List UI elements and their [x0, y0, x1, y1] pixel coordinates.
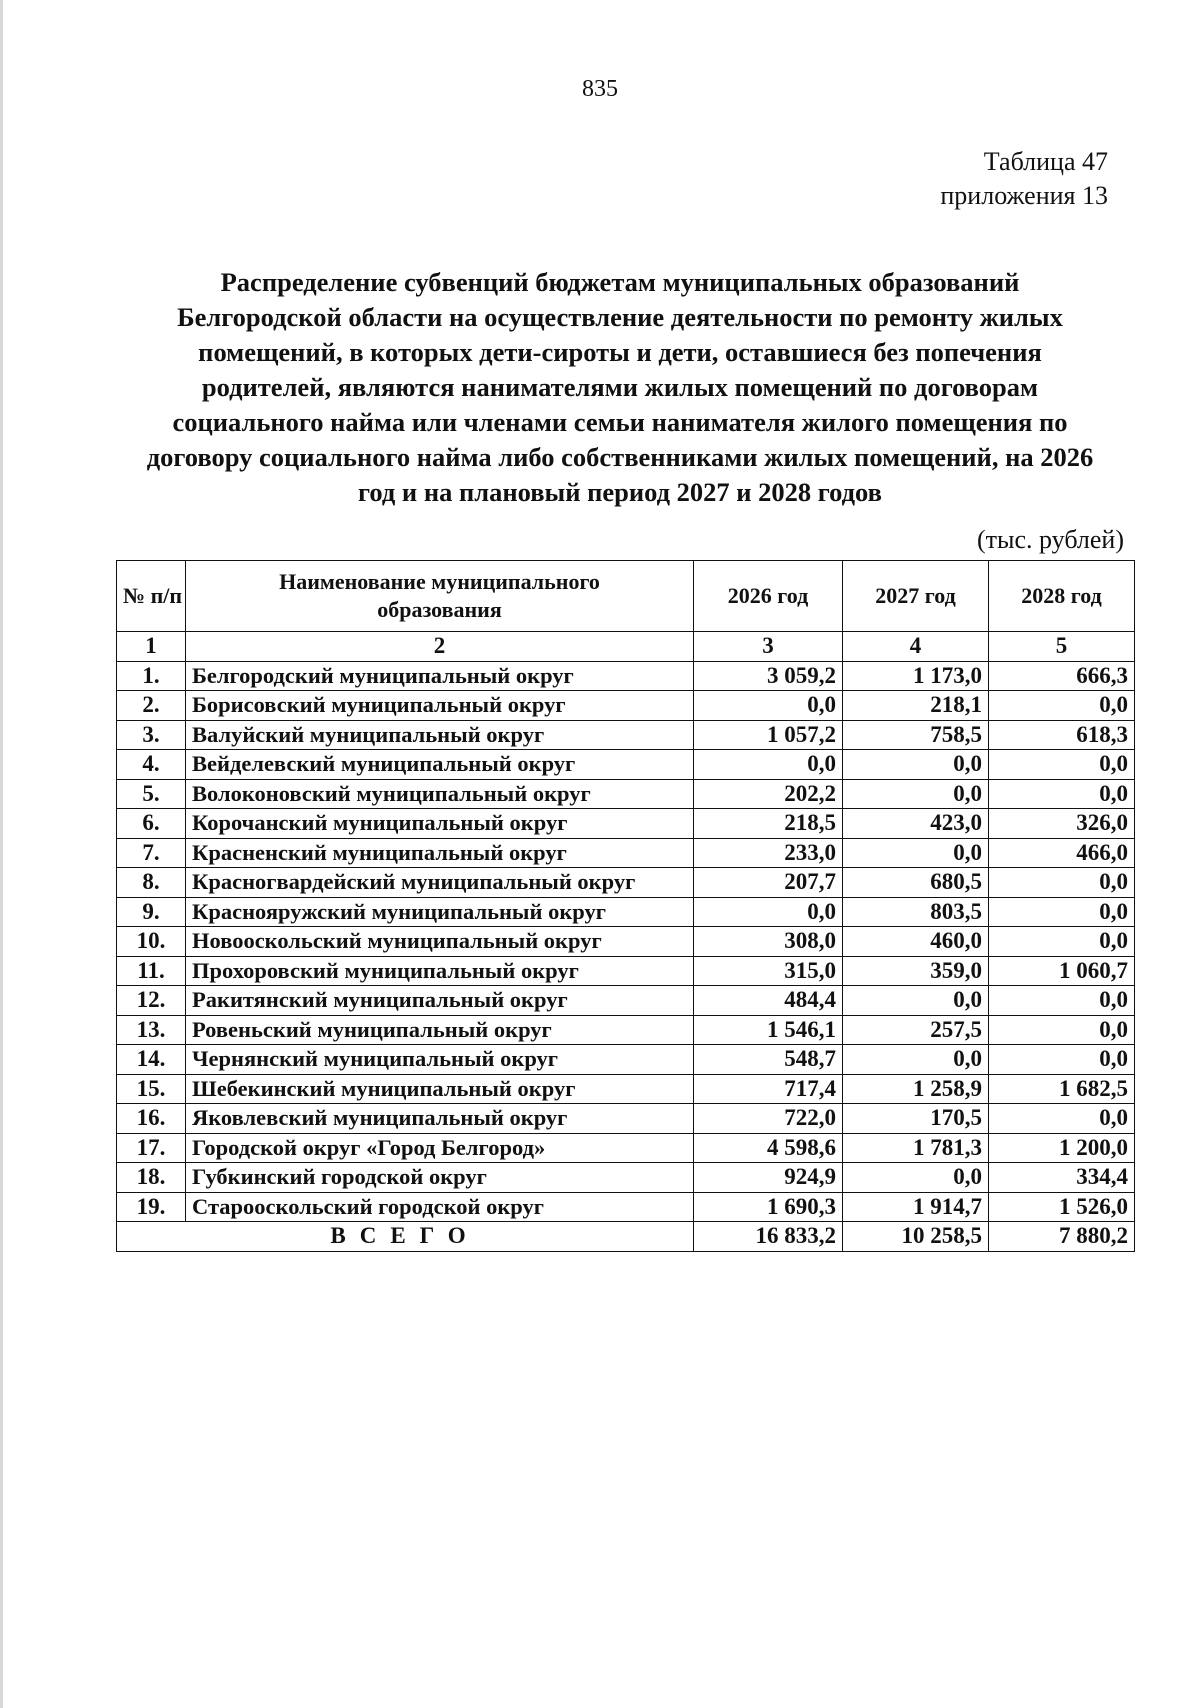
value-2027: 218,1 [843, 691, 989, 721]
table-row [117, 838, 1135, 868]
municipality-name: Прохоровский муниципальный округ [186, 956, 694, 986]
value-2026: 484,4 [694, 986, 843, 1016]
table-row [117, 779, 1135, 809]
row-number: 7. [117, 838, 186, 868]
value-2026: 0,0 [694, 691, 843, 721]
row-number: 12. [117, 986, 186, 1016]
value-2026: 717,4 [694, 1074, 843, 1104]
table-ref-line2: приложения 13 [940, 181, 1108, 210]
table-row [117, 691, 1135, 721]
column-number: 1 [117, 632, 186, 662]
value-2026: 4 598,6 [694, 1133, 843, 1163]
total-2027: 10 258,5 [843, 1222, 989, 1252]
row-number: 9. [117, 897, 186, 927]
value-2028: 0,0 [989, 927, 1135, 957]
value-2028: 466,0 [989, 838, 1135, 868]
municipality-name: Волоконовский муниципальный округ [186, 779, 694, 809]
value-2028: 0,0 [989, 750, 1135, 780]
value-2028: 334,4 [989, 1163, 1135, 1193]
value-2027: 0,0 [843, 986, 989, 1016]
value-2027: 0,0 [843, 779, 989, 809]
page-number: 835 [582, 76, 618, 102]
value-2027: 359,0 [843, 956, 989, 986]
value-2026: 924,9 [694, 1163, 843, 1193]
header-2028: 2028 год [989, 561, 1135, 632]
value-2028: 1 060,7 [989, 956, 1135, 986]
table-row [117, 927, 1135, 957]
value-2028: 0,0 [989, 691, 1135, 721]
table-row [117, 1045, 1135, 1075]
row-number: 8. [117, 868, 186, 898]
value-2026: 1 690,3 [694, 1192, 843, 1222]
municipality-name: Шебекинский муниципальный округ [186, 1074, 694, 1104]
value-2027: 460,0 [843, 927, 989, 957]
header-name: Наименование муниципального образования [186, 561, 694, 632]
value-2027: 0,0 [843, 838, 989, 868]
scan-edge [0, 0, 3, 1708]
value-2028: 0,0 [989, 986, 1135, 1016]
table-row [117, 1163, 1135, 1193]
value-2028: 666,3 [989, 661, 1135, 691]
municipality-name: Красногвардейский муниципальный округ [186, 868, 694, 898]
value-2027: 0,0 [843, 1163, 989, 1193]
municipality-name: Старооскольский городской округ [186, 1192, 694, 1222]
header-num: № п/п [117, 561, 186, 632]
value-2026: 0,0 [694, 897, 843, 927]
table-row [117, 720, 1135, 750]
municipality-name: Краснояружский муниципальный округ [186, 897, 694, 927]
value-2026: 207,7 [694, 868, 843, 898]
value-2026: 202,2 [694, 779, 843, 809]
value-2026: 233,0 [694, 838, 843, 868]
row-number: 16. [117, 1104, 186, 1134]
municipality-name: Вейделевский муниципальный округ [186, 750, 694, 780]
header-row [117, 561, 1135, 632]
table-row [117, 1104, 1135, 1134]
municipality-name: Ровеньский муниципальный округ [186, 1015, 694, 1045]
table-row [117, 868, 1135, 898]
subvention-table [116, 560, 1135, 1252]
value-2026: 218,5 [694, 809, 843, 839]
total-label: ВСЕГО [117, 1222, 694, 1252]
row-number: 2. [117, 691, 186, 721]
value-2028: 326,0 [989, 809, 1135, 839]
value-2026: 3 059,2 [694, 661, 843, 691]
value-2027: 1 258,9 [843, 1074, 989, 1104]
municipality-name: Ракитянский муниципальный округ [186, 986, 694, 1016]
table-ref-line1: Таблица 47 [983, 147, 1108, 176]
value-2026: 1 057,2 [694, 720, 843, 750]
municipality-name: Чернянский муниципальный округ [186, 1045, 694, 1075]
municipality-name: Корочанский муниципальный округ [186, 809, 694, 839]
header-2027: 2027 год [843, 561, 989, 632]
value-2026: 308,0 [694, 927, 843, 957]
table-row [117, 1074, 1135, 1104]
value-2027: 1 173,0 [843, 661, 989, 691]
column-number-row [117, 632, 1135, 662]
municipality-name: Красненский муниципальный округ [186, 838, 694, 868]
value-2026: 1 546,1 [694, 1015, 843, 1045]
value-2028: 0,0 [989, 868, 1135, 898]
row-number: 6. [117, 809, 186, 839]
row-number: 19. [117, 1192, 186, 1222]
value-2028: 0,0 [989, 1015, 1135, 1045]
row-number: 4. [117, 750, 186, 780]
table-row [117, 897, 1135, 927]
row-number: 13. [117, 1015, 186, 1045]
value-2027: 1 914,7 [843, 1192, 989, 1222]
table-reference [940, 145, 1108, 213]
table-row [117, 1133, 1135, 1163]
header-2026: 2026 год [694, 561, 843, 632]
value-2028: 1 682,5 [989, 1074, 1135, 1104]
value-2028: 0,0 [989, 1104, 1135, 1134]
column-number: 2 [186, 632, 694, 662]
total-2028: 7 880,2 [989, 1222, 1135, 1252]
value-2027: 1 781,3 [843, 1133, 989, 1163]
table-row [117, 956, 1135, 986]
row-number: 14. [117, 1045, 186, 1075]
value-2026: 722,0 [694, 1104, 843, 1134]
municipality-name: Яковлевский муниципальный округ [186, 1104, 694, 1134]
value-2027: 758,5 [843, 720, 989, 750]
value-2027: 423,0 [843, 809, 989, 839]
row-number: 18. [117, 1163, 186, 1193]
value-2027: 257,5 [843, 1015, 989, 1045]
column-number: 5 [989, 632, 1135, 662]
total-2026: 16 833,2 [694, 1222, 843, 1252]
value-2027: 170,5 [843, 1104, 989, 1134]
row-number: 10. [117, 927, 186, 957]
table-row [117, 661, 1135, 691]
total-row [117, 1222, 1135, 1252]
table-row [117, 1015, 1135, 1045]
table-row [117, 750, 1135, 780]
value-2028: 618,3 [989, 720, 1135, 750]
document-title: Распределение субвенций бюджетам муниципальных образований Белгородской области на осуществление деятельности по ремонту жилых помещений, в которых дети-сироты и дети, оставшиеся без попечения родителей, являются нанимателями жилых помещений по договорам социального найма или членами семьи нанимателя жилого помещения по договору социального найма либо собственниками жилых помещений, на 2026 год и на плановый период 2027 и 2028 годов [146, 267, 1094, 507]
value-2026: 548,7 [694, 1045, 843, 1075]
row-number: 17. [117, 1133, 186, 1163]
row-number: 15. [117, 1074, 186, 1104]
column-number: 3 [694, 632, 843, 662]
municipality-name: Белгородский муниципальный округ [186, 661, 694, 691]
value-2027: 0,0 [843, 750, 989, 780]
value-2028: 1 200,0 [989, 1133, 1135, 1163]
row-number: 5. [117, 779, 186, 809]
municipality-name: Городской округ «Город Белгород» [186, 1133, 694, 1163]
table-row [117, 1192, 1135, 1222]
column-number: 4 [843, 632, 989, 662]
table-row [117, 809, 1135, 839]
value-2027: 680,5 [843, 868, 989, 898]
value-2026: 0,0 [694, 750, 843, 780]
value-2027: 803,5 [843, 897, 989, 927]
row-number: 3. [117, 720, 186, 750]
municipality-name: Новооскольский муниципальный округ [186, 927, 694, 957]
value-2028: 1 526,0 [989, 1192, 1135, 1222]
value-2026: 315,0 [694, 956, 843, 986]
value-2027: 0,0 [843, 1045, 989, 1075]
value-2028: 0,0 [989, 779, 1135, 809]
municipality-name: Губкинский городской округ [186, 1163, 694, 1193]
municipality-name: Валуйский муниципальный округ [186, 720, 694, 750]
unit-label: (тыс. рублей) [976, 525, 1124, 554]
value-2028: 0,0 [989, 1045, 1135, 1075]
value-2028: 0,0 [989, 897, 1135, 927]
table-row [117, 986, 1135, 1016]
municipality-name: Борисовский муниципальный округ [186, 691, 694, 721]
row-number: 1. [117, 661, 186, 691]
row-number: 11. [117, 956, 186, 986]
